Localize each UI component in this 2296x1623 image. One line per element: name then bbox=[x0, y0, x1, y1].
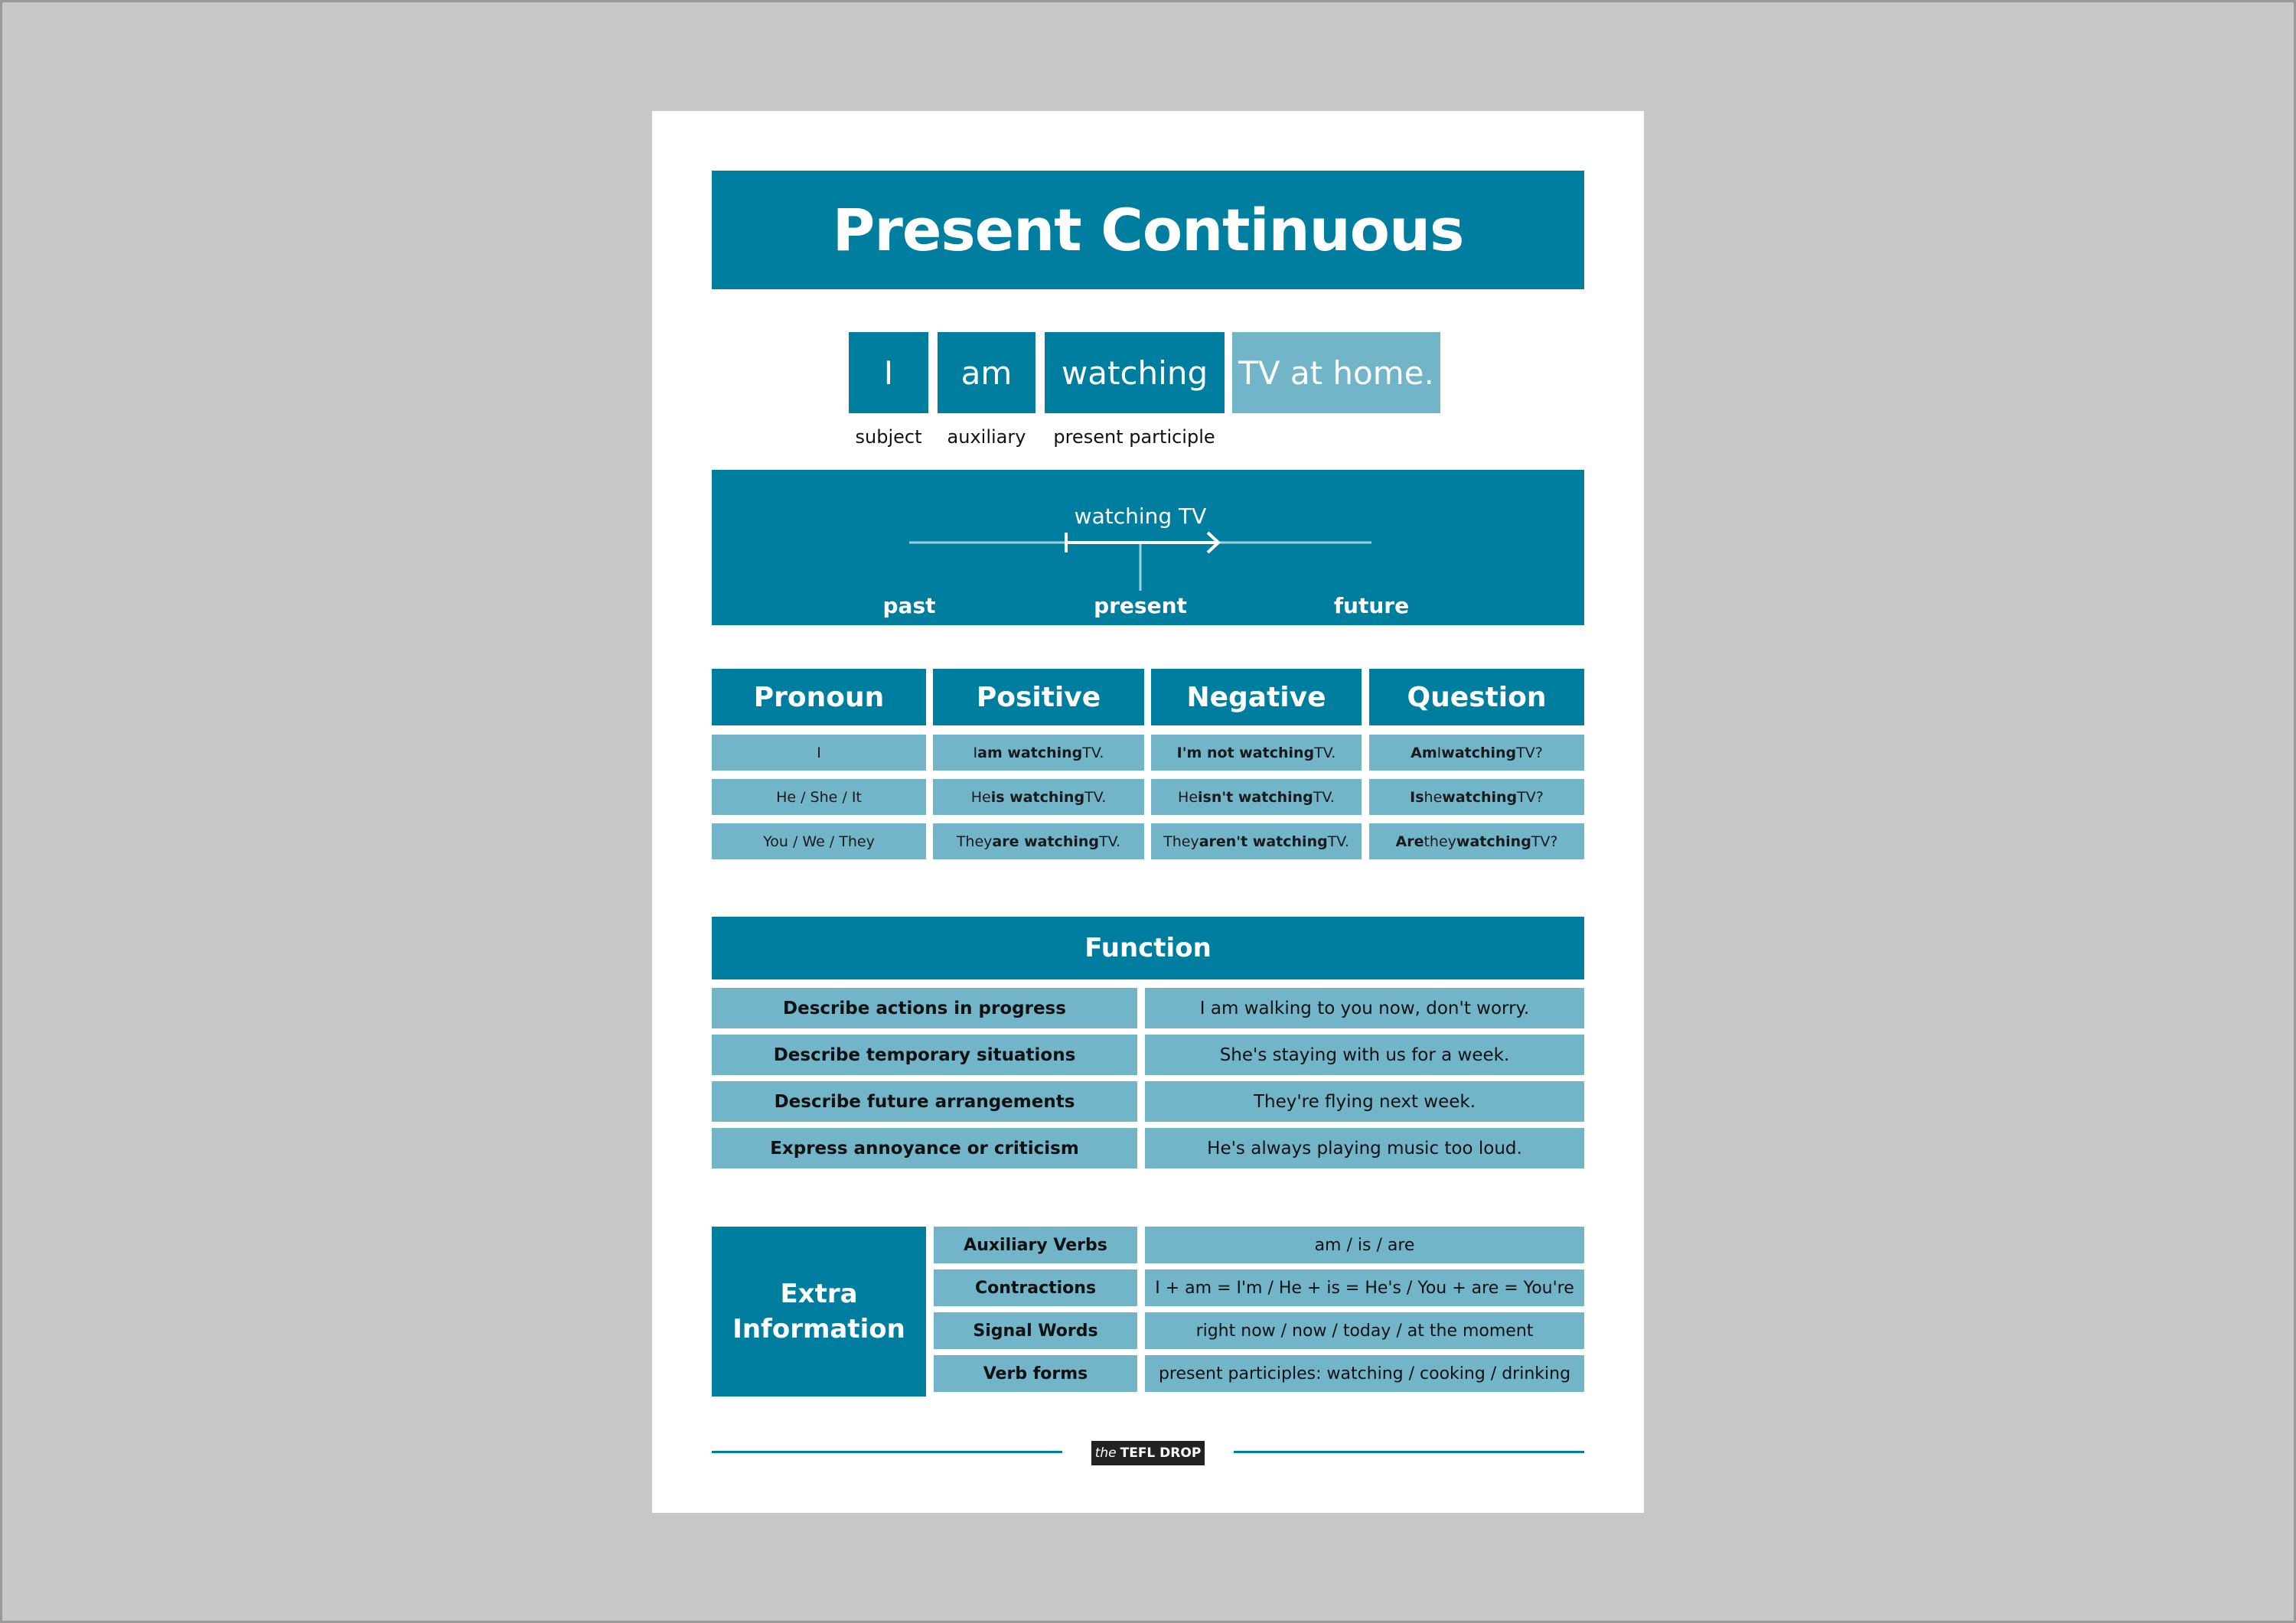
function-use: Describe actions in progress bbox=[712, 988, 1137, 1028]
timeline-present-label: present bbox=[1094, 592, 1187, 618]
table-cell-negative: I'm not watching TV. bbox=[1151, 735, 1362, 771]
extra-value: am / is / are bbox=[1145, 1227, 1584, 1263]
table-cell-positive: He is watching TV. bbox=[933, 779, 1144, 815]
col-header-question: Question bbox=[1369, 669, 1584, 725]
page-title: Present Continuous bbox=[712, 171, 1584, 289]
col-header-positive: Positive bbox=[933, 669, 1144, 725]
function-header: Function bbox=[712, 917, 1584, 979]
table-cell-pronoun: I bbox=[712, 735, 926, 771]
extra-label: Contractions bbox=[934, 1269, 1137, 1306]
label-auxiliary: auxiliary bbox=[947, 426, 1026, 448]
table-cell-question: Are they watching TV? bbox=[1369, 823, 1584, 859]
col-header-pronoun: Pronoun bbox=[712, 669, 926, 725]
extra-info-header bbox=[712, 1227, 926, 1396]
function-example: They're flying next week. bbox=[1145, 1081, 1584, 1122]
function-example: He's always playing music too loud. bbox=[1145, 1128, 1584, 1168]
extra-value: I + am = I'm / He + is = He's / You + are = You're bbox=[1145, 1269, 1584, 1306]
col-header-negative: Negative bbox=[1151, 669, 1362, 725]
table-cell-negative: He isn't watching TV. bbox=[1151, 779, 1362, 815]
table-cell-positive: They are watching TV. bbox=[933, 823, 1144, 859]
example-auxiliary: am bbox=[938, 332, 1035, 413]
extra-value: right now / now / today / at the moment bbox=[1145, 1312, 1584, 1349]
function-use: Describe future arrangements bbox=[712, 1081, 1137, 1122]
footer-rule-left bbox=[712, 1451, 1062, 1453]
footer-rule-right bbox=[1234, 1451, 1584, 1453]
label-subject: subject bbox=[855, 426, 922, 448]
extra-info-header-line2: Information bbox=[732, 1314, 905, 1344]
poster-sheet bbox=[652, 111, 1644, 1513]
timeline-past-label: past bbox=[882, 592, 936, 618]
table-cell-positive: I am watching TV. bbox=[933, 735, 1144, 771]
function-use: Describe temporary situations bbox=[712, 1035, 1137, 1075]
table-cell-pronoun: You / We / They bbox=[712, 823, 926, 859]
example-subject: I bbox=[849, 332, 928, 413]
example-participle: watching bbox=[1045, 332, 1225, 413]
function-example: She's staying with us for a week. bbox=[1145, 1035, 1584, 1075]
table-cell-negative: They aren't watching TV. bbox=[1151, 823, 1362, 859]
extra-info-header-line1: Extra bbox=[780, 1279, 858, 1309]
timeline-panel bbox=[712, 470, 1584, 625]
function-example: I am walking to you now, don't worry. bbox=[1145, 988, 1584, 1028]
timeline-future-label: future bbox=[1333, 592, 1410, 618]
extra-value: present participles: watching / cooking / drinking bbox=[1145, 1355, 1584, 1392]
extra-label: Verb forms bbox=[934, 1355, 1137, 1392]
timeline-action-label: watching TV bbox=[1074, 503, 1207, 529]
table-cell-question: Am I watching TV? bbox=[1369, 735, 1584, 771]
brand-logo: the TEFL DROP bbox=[1091, 1441, 1205, 1465]
extra-label: Signal Words bbox=[934, 1312, 1137, 1349]
function-use: Express annoyance or criticism bbox=[712, 1128, 1137, 1168]
table-cell-pronoun: He / She / It bbox=[712, 779, 926, 815]
table-cell-question: Is he watching TV? bbox=[1369, 779, 1584, 815]
example-object: TV at home. bbox=[1232, 332, 1440, 413]
extra-label: Auxiliary Verbs bbox=[934, 1227, 1137, 1263]
label-participle: present participle bbox=[1053, 426, 1215, 448]
